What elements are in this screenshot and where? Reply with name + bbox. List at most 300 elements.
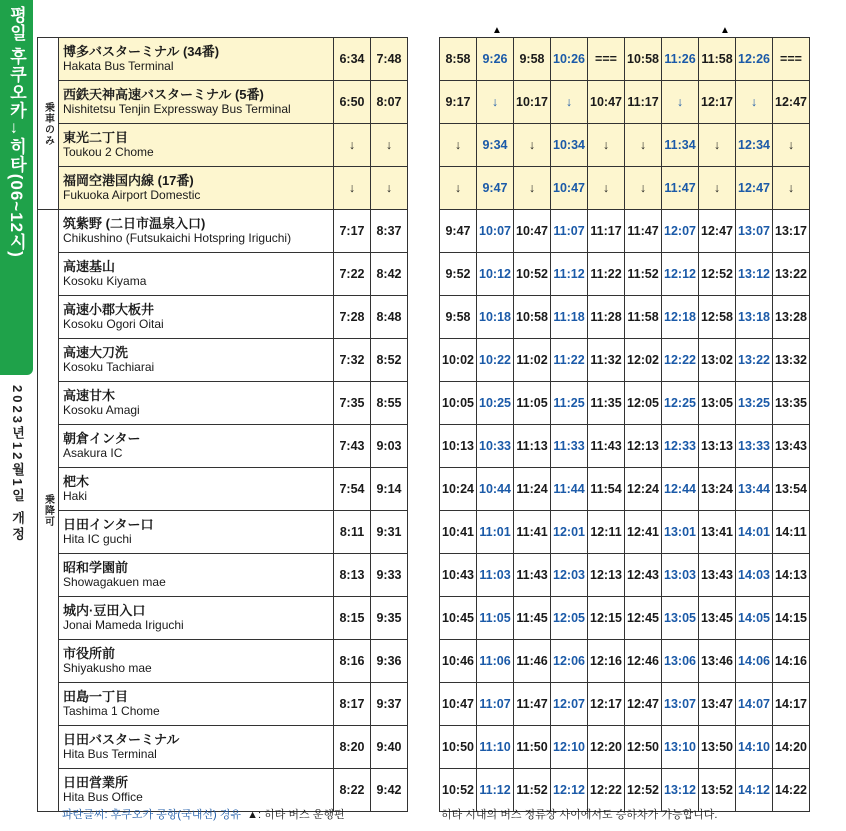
timetable-row (440, 511, 810, 554)
time-cell: 12:17 (588, 683, 625, 726)
time-cell: 13:35 (773, 382, 810, 425)
time-cell: 11:02 (514, 339, 551, 382)
time-cell: 12:52 (699, 253, 736, 296)
time-cell: 10:18 (477, 296, 514, 339)
time-cell: 12:47 (699, 210, 736, 253)
time-cell: 10:12 (477, 253, 514, 296)
time-cell: 6:34 (334, 38, 371, 81)
time-cell: 12:58 (699, 296, 736, 339)
time-cell: 10:13 (440, 425, 477, 468)
hita-bus-marker-1: ▲ (492, 25, 502, 36)
time-cell: 10:05 (440, 382, 477, 425)
time-cell: 11:43 (514, 554, 551, 597)
time-cell: 11:52 (514, 769, 551, 812)
time-cell: 12:41 (625, 511, 662, 554)
time-cell: 14:07 (736, 683, 773, 726)
time-cell: 14:12 (736, 769, 773, 812)
time-cell: 11:32 (588, 339, 625, 382)
time-cell: 9:47 (440, 210, 477, 253)
time-cell: 11:44 (551, 468, 588, 511)
station-name-jp: 朝倉インター (63, 431, 141, 446)
station-name-en: Shiyakusho mae (63, 661, 152, 675)
station-name (59, 640, 334, 683)
timetable-row (440, 167, 810, 210)
time-cell: 7:17 (334, 210, 371, 253)
time-cell: 13:22 (736, 339, 773, 382)
time-cell: ↓ (440, 124, 477, 167)
time-cell: 13:54 (773, 468, 810, 511)
time-cell: 11:54 (588, 468, 625, 511)
time-cell: 14:05 (736, 597, 773, 640)
station-name-en: Hita Bus Terminal (63, 747, 157, 761)
time-cell: 11:24 (514, 468, 551, 511)
time-cell: 9:47 (477, 167, 514, 210)
station-name (59, 124, 334, 167)
route-tab-label: 평일 후쿠오카→히타(06~12시) (7, 6, 26, 258)
timetable-row (440, 38, 810, 81)
station-name (59, 683, 334, 726)
station-name (59, 210, 334, 253)
timetable-row (440, 468, 810, 511)
group-board-alight: 乗降可 (38, 210, 59, 812)
time-cell: ↓ (371, 167, 408, 210)
time-cell: 9:14 (371, 468, 408, 511)
time-cell: 11:07 (551, 210, 588, 253)
time-cell: 11:46 (514, 640, 551, 683)
time-cell: 10:46 (440, 640, 477, 683)
time-cell: 7:28 (334, 296, 371, 339)
station-name-jp: 日田営業所 (63, 775, 129, 790)
time-cell: ↓ (625, 167, 662, 210)
time-cell: 12:12 (662, 253, 699, 296)
time-cell: 12:05 (551, 597, 588, 640)
time-cell: 14:15 (773, 597, 810, 640)
time-cell: 11:03 (477, 554, 514, 597)
station-name (59, 425, 334, 468)
station-name (59, 554, 334, 597)
time-cell: 10:02 (440, 339, 477, 382)
time-cell: 8:37 (371, 210, 408, 253)
time-cell: 8:16 (334, 640, 371, 683)
time-cell: 12:50 (625, 726, 662, 769)
time-cell: 9:31 (371, 511, 408, 554)
station-name-en: Fukuoka Airport Domestic (63, 188, 201, 202)
time-cell: 13:02 (699, 339, 736, 382)
station-name-en: Haki (63, 489, 88, 503)
time-cell: 12:43 (625, 554, 662, 597)
time-cell: 13:32 (773, 339, 810, 382)
time-cell: ↓ (588, 167, 625, 210)
time-cell: 11:07 (477, 683, 514, 726)
time-cell: 12:05 (625, 382, 662, 425)
station-name-jp: 福岡空港国内線 (17番) (63, 173, 194, 188)
station-name (59, 726, 334, 769)
time-cell: 13:43 (699, 554, 736, 597)
time-cell: 10:58 (514, 296, 551, 339)
time-cell: 9:26 (477, 38, 514, 81)
time-cell: 10:07 (477, 210, 514, 253)
time-cell: 10:17 (514, 81, 551, 124)
time-cell: 7:43 (334, 425, 371, 468)
station-name-jp: 高速小郡大板井 (63, 302, 155, 317)
time-cell: 11:58 (699, 38, 736, 81)
station-name-jp: 市役所前 (63, 646, 116, 661)
time-cell: 9:52 (440, 253, 477, 296)
time-cell: 13:45 (699, 597, 736, 640)
route-tab (0, 0, 33, 375)
time-cell: 11:47 (625, 210, 662, 253)
station-name (59, 597, 334, 640)
time-cell: 13:07 (662, 683, 699, 726)
time-cell: 11:41 (514, 511, 551, 554)
time-cell: 11:10 (477, 726, 514, 769)
time-cell: 10:25 (477, 382, 514, 425)
time-cell: 13:06 (662, 640, 699, 683)
time-cell: ↓ (699, 167, 736, 210)
station-row (38, 38, 408, 81)
station-name-en: Hita IC guchi (63, 532, 132, 546)
time-cell: 10:41 (440, 511, 477, 554)
station-row (38, 210, 408, 253)
time-cell: 9:03 (371, 425, 408, 468)
time-cell: 13:05 (699, 382, 736, 425)
time-cell: 6:50 (334, 81, 371, 124)
time-cell: 8:48 (371, 296, 408, 339)
time-cell: 11:43 (588, 425, 625, 468)
time-cell: 12:07 (662, 210, 699, 253)
time-cell: 10:47 (551, 167, 588, 210)
time-cell: 8:58 (440, 38, 477, 81)
timetable-row (440, 382, 810, 425)
time-cell: ↓ (625, 124, 662, 167)
station-row (38, 640, 408, 683)
time-cell: 11:45 (514, 597, 551, 640)
station-row (38, 339, 408, 382)
time-cell: 11:47 (662, 167, 699, 210)
timetable-row (440, 683, 810, 726)
time-cell: 10:47 (588, 81, 625, 124)
station-name-jp: 日田バスターミナル (63, 732, 180, 747)
time-cell: 12:20 (588, 726, 625, 769)
timetable-row (440, 554, 810, 597)
time-cell: ↓ (699, 124, 736, 167)
time-cell: 10:47 (514, 210, 551, 253)
time-cell: 9:58 (440, 296, 477, 339)
time-cell: 11:26 (662, 38, 699, 81)
timetable-row (440, 253, 810, 296)
station-name-jp: 筑紫野 (二日市温泉入口) (63, 216, 206, 231)
station-name (59, 38, 334, 81)
time-cell: ↓ (440, 167, 477, 210)
time-cell: 12:47 (773, 81, 810, 124)
time-cell: 12:18 (662, 296, 699, 339)
time-cell: 12:25 (662, 382, 699, 425)
hita-bus-marker-2: ▲ (720, 25, 730, 36)
time-cell: 10:24 (440, 468, 477, 511)
time-cell: 10:44 (477, 468, 514, 511)
time-cell: 8:55 (371, 382, 408, 425)
station-name-jp: 高速基山 (63, 259, 116, 274)
time-cell: 10:26 (551, 38, 588, 81)
time-cell: 10:50 (440, 726, 477, 769)
time-cell: 11:06 (477, 640, 514, 683)
time-cell: 13:05 (662, 597, 699, 640)
time-cell: 11:58 (625, 296, 662, 339)
time-cell: 12:10 (551, 726, 588, 769)
station-row (38, 726, 408, 769)
station-row (38, 511, 408, 554)
time-cell: 10:34 (551, 124, 588, 167)
station-name-en: Hakata Bus Terminal (63, 59, 174, 73)
time-cell: 12:26 (736, 38, 773, 81)
time-cell: 11:35 (588, 382, 625, 425)
time-cell: 12:02 (625, 339, 662, 382)
time-cell: 11:12 (477, 769, 514, 812)
station-name-jp: 杷木 (63, 474, 90, 489)
time-cell: 12:47 (625, 683, 662, 726)
time-cell: 11:12 (551, 253, 588, 296)
time-cell: 9:17 (440, 81, 477, 124)
time-cell: 12:07 (551, 683, 588, 726)
time-cell: 13:07 (736, 210, 773, 253)
time-cell: 11:22 (588, 253, 625, 296)
time-cell: 12:03 (551, 554, 588, 597)
timetable (439, 37, 810, 812)
time-cell: 12:24 (625, 468, 662, 511)
time-cell: 13:41 (699, 511, 736, 554)
station-row (38, 425, 408, 468)
footnote: 히타 시내의 버스 정류장 사이에서도 승하차가 가능합니다. (441, 809, 718, 821)
time-cell: 14:17 (773, 683, 810, 726)
time-cell: 8:42 (371, 253, 408, 296)
time-cell: 13:24 (699, 468, 736, 511)
time-cell: ↓ (371, 124, 408, 167)
time-cell: 10:45 (440, 597, 477, 640)
time-cell: ↓ (514, 167, 551, 210)
station-name (59, 167, 334, 210)
station-name (59, 468, 334, 511)
time-cell: === (773, 38, 810, 81)
time-cell: 13:13 (699, 425, 736, 468)
time-cell: 13:47 (699, 683, 736, 726)
time-cell: 14:20 (773, 726, 810, 769)
station-name-en: Asakura IC (63, 446, 123, 460)
station-name-jp: 博多バスターミナル (34番) (63, 44, 220, 59)
time-cell: === (588, 38, 625, 81)
time-cell: 12:13 (588, 554, 625, 597)
time-cell: 12:45 (625, 597, 662, 640)
time-cell: 10:52 (440, 769, 477, 812)
time-cell: 13:25 (736, 382, 773, 425)
time-cell: 12:11 (588, 511, 625, 554)
time-cell: 12:06 (551, 640, 588, 683)
time-cell: 8:13 (334, 554, 371, 597)
time-cell: 12:44 (662, 468, 699, 511)
time-cell: 8:22 (334, 769, 371, 812)
time-cell: 13:22 (773, 253, 810, 296)
station-name-en: Toukou 2 Chome (63, 145, 154, 159)
timetable-row (440, 210, 810, 253)
time-cell: ↓ (334, 124, 371, 167)
time-cell: 11:01 (477, 511, 514, 554)
time-cell: 7:32 (334, 339, 371, 382)
station-row (38, 124, 408, 167)
time-cell: 14:03 (736, 554, 773, 597)
station-name-en: Hita Bus Office (63, 790, 143, 804)
station-row (38, 253, 408, 296)
station-name (59, 81, 334, 124)
time-cell: 11:13 (514, 425, 551, 468)
time-cell: 12:34 (736, 124, 773, 167)
time-cell: 9:40 (371, 726, 408, 769)
time-cell: 10:58 (625, 38, 662, 81)
time-cell: 10:22 (477, 339, 514, 382)
station-name-en: Tashima 1 Chome (63, 704, 160, 718)
station-name-en: Kosoku Kiyama (63, 274, 147, 288)
time-cell: 10:33 (477, 425, 514, 468)
time-cell: 14:11 (773, 511, 810, 554)
timetable-row (440, 425, 810, 468)
time-cell: 10:52 (514, 253, 551, 296)
station-row (38, 597, 408, 640)
time-cell: 8:20 (334, 726, 371, 769)
time-cell: 14:22 (773, 769, 810, 812)
time-cell: 7:35 (334, 382, 371, 425)
time-cell: ↓ (334, 167, 371, 210)
time-cell: 9:36 (371, 640, 408, 683)
timetable-row (440, 597, 810, 640)
time-cell: ↓ (736, 81, 773, 124)
time-cell: 8:07 (371, 81, 408, 124)
station-name-en: Jonai Mameda Iriguchi (63, 618, 184, 632)
time-cell: 12:13 (625, 425, 662, 468)
time-cell: 9:35 (371, 597, 408, 640)
time-cell: 12:22 (662, 339, 699, 382)
timetable-row (440, 640, 810, 683)
time-cell: 13:03 (662, 554, 699, 597)
time-cell: 12:47 (736, 167, 773, 210)
time-cell: ↓ (477, 81, 514, 124)
legend (62, 806, 345, 822)
station-name-jp: 田島一丁目 (63, 689, 129, 704)
time-cell: 12:22 (588, 769, 625, 812)
time-cell: 11:50 (514, 726, 551, 769)
time-cell: ↓ (551, 81, 588, 124)
time-cell: 12:52 (625, 769, 662, 812)
time-cell: 13:28 (773, 296, 810, 339)
time-cell: 13:18 (736, 296, 773, 339)
time-cell: 9:34 (477, 124, 514, 167)
time-cell: 14:16 (773, 640, 810, 683)
station-name (59, 511, 334, 554)
time-cell: 9:33 (371, 554, 408, 597)
time-cell: 8:11 (334, 511, 371, 554)
time-cell: 7:22 (334, 253, 371, 296)
station-row (38, 554, 408, 597)
time-cell: 11:05 (514, 382, 551, 425)
time-cell: 11:18 (551, 296, 588, 339)
time-cell: 11:17 (625, 81, 662, 124)
time-cell: 10:47 (440, 683, 477, 726)
station-row (38, 167, 408, 210)
time-cell: 11:28 (588, 296, 625, 339)
time-cell: 14:10 (736, 726, 773, 769)
time-cell: 7:48 (371, 38, 408, 81)
time-cell: 12:15 (588, 597, 625, 640)
time-cell: 11:05 (477, 597, 514, 640)
station-name-en: Kosoku Tachiarai (63, 360, 155, 374)
station-row (38, 81, 408, 124)
time-cell: 11:25 (551, 382, 588, 425)
group-boarding-only: 乗車のみ (38, 38, 59, 210)
time-cell: ↓ (514, 124, 551, 167)
time-cell: 12:01 (551, 511, 588, 554)
timetable-row (440, 296, 810, 339)
station-name (59, 339, 334, 382)
station-name-en: Kosoku Ogori Oitai (63, 317, 164, 331)
time-cell: 14:06 (736, 640, 773, 683)
time-cell: 13:52 (699, 769, 736, 812)
station-name (59, 253, 334, 296)
time-cell: 13:33 (736, 425, 773, 468)
time-cell: 13:01 (662, 511, 699, 554)
time-cell: 8:15 (334, 597, 371, 640)
time-cell: 13:50 (699, 726, 736, 769)
time-cell: 14:01 (736, 511, 773, 554)
station-name-jp: 高速甘木 (63, 388, 116, 403)
time-cell: 12:33 (662, 425, 699, 468)
time-cell: 7:54 (334, 468, 371, 511)
time-cell: ↓ (662, 81, 699, 124)
time-cell: 12:46 (625, 640, 662, 683)
time-cell: ↓ (588, 124, 625, 167)
station-row (38, 683, 408, 726)
time-cell: 8:17 (334, 683, 371, 726)
station-name (59, 382, 334, 425)
timetable-row (440, 339, 810, 382)
time-cell: 11:34 (662, 124, 699, 167)
time-cell: 11:47 (514, 683, 551, 726)
time-cell: 12:17 (699, 81, 736, 124)
legend-blue: 파란글씨: 후쿠오카 공항(국내선) 경유 (62, 809, 241, 821)
station-name-jp: 高速大刀洗 (63, 345, 129, 360)
time-cell: 13:46 (699, 640, 736, 683)
time-cell: 13:12 (736, 253, 773, 296)
station-name-jp: 東光二丁目 (63, 130, 129, 145)
station-name-en: Kosoku Amagi (63, 403, 140, 417)
timetable-row (440, 81, 810, 124)
time-cell: 9:42 (371, 769, 408, 812)
time-cell: 13:43 (773, 425, 810, 468)
station-table (37, 37, 408, 812)
legend-triangle: ▲: 히타 버스 운행편 (247, 809, 345, 821)
timetable-row (440, 726, 810, 769)
station-name (59, 296, 334, 339)
time-cell: 9:37 (371, 683, 408, 726)
station-name-jp: 城内·豆田入口 (63, 603, 146, 618)
station-name-jp: 昭和学園前 (63, 560, 129, 575)
station-name-en: Chikushino (Futsukaichi Hotspring Iriguchi) (63, 231, 292, 245)
revision-date: 2023년12월1일 개정 (10, 385, 25, 544)
time-cell: 12:16 (588, 640, 625, 683)
time-cell: 11:17 (588, 210, 625, 253)
time-cell: 9:58 (514, 38, 551, 81)
time-cell: 11:52 (625, 253, 662, 296)
time-cell: 11:22 (551, 339, 588, 382)
time-cell: ↓ (773, 167, 810, 210)
timetable-row (440, 124, 810, 167)
station-name-jp: 日田インター口 (63, 517, 154, 532)
